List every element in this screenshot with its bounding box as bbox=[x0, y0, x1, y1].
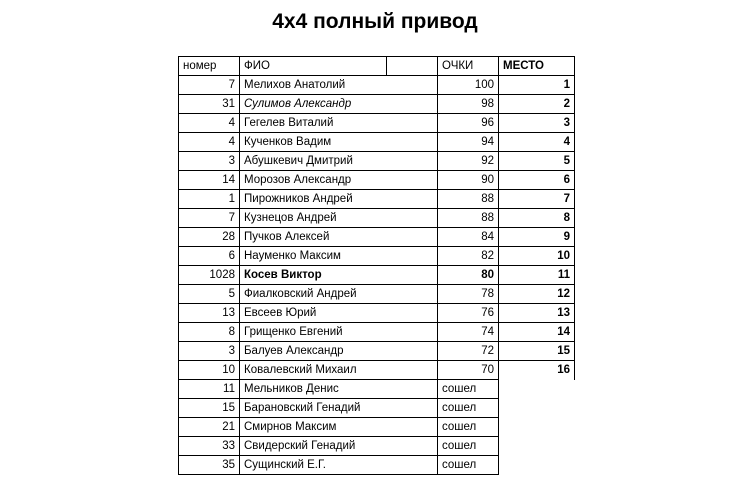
cell-name: Сущинский Е.Г. bbox=[240, 456, 387, 475]
cell-name: Гегелев Виталий bbox=[240, 114, 387, 133]
cell-points: сошел bbox=[438, 380, 499, 399]
table-row bbox=[179, 152, 575, 171]
cell-place: 5 bbox=[499, 152, 575, 171]
cell-place: 12 bbox=[499, 285, 575, 304]
table-row bbox=[179, 323, 575, 342]
cell-place: 2 bbox=[499, 95, 575, 114]
cell-place: 8 bbox=[499, 209, 575, 228]
table-row bbox=[179, 361, 575, 380]
cell-place: 16 bbox=[499, 361, 575, 380]
table-row bbox=[179, 190, 575, 209]
table-row bbox=[179, 380, 575, 399]
cell-name: Балуев Александр bbox=[240, 342, 387, 361]
table-row bbox=[179, 437, 575, 456]
header-name: ФИО bbox=[240, 57, 387, 76]
cell-points: сошел bbox=[438, 456, 499, 475]
cell-place bbox=[499, 437, 575, 456]
cell-gap bbox=[387, 285, 438, 304]
cell-place bbox=[499, 418, 575, 437]
cell-gap bbox=[387, 456, 438, 475]
cell-name: Кученков Вадим bbox=[240, 133, 387, 152]
cell-place: 3 bbox=[499, 114, 575, 133]
cell-points: сошел bbox=[438, 418, 499, 437]
cell-place: 1 bbox=[499, 76, 575, 95]
cell-gap bbox=[387, 171, 438, 190]
cell-name: Свидерский Генадий bbox=[240, 437, 387, 456]
table-header-row bbox=[179, 57, 575, 76]
table-row bbox=[179, 285, 575, 304]
cell-name: Фиалковский Андрей bbox=[240, 285, 387, 304]
cell-number: 1 bbox=[179, 190, 240, 209]
table-row bbox=[179, 76, 575, 95]
cell-gap bbox=[387, 323, 438, 342]
cell-points: 92 bbox=[438, 152, 499, 171]
cell-gap bbox=[387, 228, 438, 247]
cell-place: 9 bbox=[499, 228, 575, 247]
table-row bbox=[179, 133, 575, 152]
cell-number: 35 bbox=[179, 456, 240, 475]
header-points: ОЧКИ bbox=[438, 57, 499, 76]
cell-points: 98 bbox=[438, 95, 499, 114]
cell-place bbox=[499, 399, 575, 418]
cell-gap bbox=[387, 437, 438, 456]
table-row bbox=[179, 247, 575, 266]
cell-gap bbox=[387, 247, 438, 266]
cell-place: 6 bbox=[499, 171, 575, 190]
cell-points: сошел bbox=[438, 399, 499, 418]
page-title: 4x4 полный привод bbox=[272, 10, 478, 33]
cell-gap bbox=[387, 209, 438, 228]
cell-name: Ковалевский Михаил bbox=[240, 361, 387, 380]
cell-name: Барановский Генадий bbox=[240, 399, 387, 418]
cell-gap bbox=[387, 266, 438, 285]
cell-gap bbox=[387, 304, 438, 323]
cell-number: 4 bbox=[179, 133, 240, 152]
table-row bbox=[179, 266, 575, 285]
cell-place: 14 bbox=[499, 323, 575, 342]
cell-points: 84 bbox=[438, 228, 499, 247]
table-row bbox=[179, 209, 575, 228]
cell-name: Смирнов Максим bbox=[240, 418, 387, 437]
cell-gap bbox=[387, 114, 438, 133]
cell-points: 88 bbox=[438, 190, 499, 209]
cell-gap bbox=[387, 380, 438, 399]
cell-number: 14 bbox=[179, 171, 240, 190]
cell-number: 31 bbox=[179, 95, 240, 114]
cell-number: 13 bbox=[179, 304, 240, 323]
cell-number: 11 bbox=[179, 380, 240, 399]
cell-place: 15 bbox=[499, 342, 575, 361]
cell-gap bbox=[387, 190, 438, 209]
cell-points: 96 bbox=[438, 114, 499, 133]
cell-place: 4 bbox=[499, 133, 575, 152]
table-row bbox=[179, 418, 575, 437]
cell-number: 1028 bbox=[179, 266, 240, 285]
cell-points: 94 bbox=[438, 133, 499, 152]
results-table bbox=[178, 56, 575, 475]
cell-name: Грищенко Евгений bbox=[240, 323, 387, 342]
cell-number: 28 bbox=[179, 228, 240, 247]
cell-number: 7 bbox=[179, 209, 240, 228]
cell-number: 3 bbox=[179, 152, 240, 171]
cell-points: сошел bbox=[438, 437, 499, 456]
cell-gap bbox=[387, 418, 438, 437]
cell-gap bbox=[387, 399, 438, 418]
cell-number: 5 bbox=[179, 285, 240, 304]
cell-name: Косев Виктор bbox=[240, 266, 387, 285]
cell-points: 100 bbox=[438, 76, 499, 95]
cell-name: Мельников Денис bbox=[240, 380, 387, 399]
results-table-body bbox=[179, 57, 575, 475]
table-row bbox=[179, 456, 575, 475]
cell-gap bbox=[387, 152, 438, 171]
cell-place: 11 bbox=[499, 266, 575, 285]
cell-place: 10 bbox=[499, 247, 575, 266]
cell-points: 72 bbox=[438, 342, 499, 361]
table-row bbox=[179, 171, 575, 190]
cell-points: 76 bbox=[438, 304, 499, 323]
cell-name: Пирожников Андрей bbox=[240, 190, 387, 209]
table-row bbox=[179, 342, 575, 361]
cell-number: 4 bbox=[179, 114, 240, 133]
table-row bbox=[179, 304, 575, 323]
cell-name: Морозов Александр bbox=[240, 171, 387, 190]
table-row bbox=[179, 228, 575, 247]
cell-gap bbox=[387, 95, 438, 114]
cell-number: 21 bbox=[179, 418, 240, 437]
cell-gap bbox=[387, 361, 438, 380]
cell-gap bbox=[387, 133, 438, 152]
cell-name: Абушкевич Дмитрий bbox=[240, 152, 387, 171]
cell-number: 8 bbox=[179, 323, 240, 342]
header-place: МЕСТО bbox=[499, 57, 575, 76]
table-row bbox=[179, 114, 575, 133]
cell-number: 33 bbox=[179, 437, 240, 456]
cell-gap bbox=[387, 342, 438, 361]
cell-points: 90 bbox=[438, 171, 499, 190]
table-row bbox=[179, 95, 575, 114]
cell-number: 10 bbox=[179, 361, 240, 380]
cell-name: Пучков Алексей bbox=[240, 228, 387, 247]
cell-points: 70 bbox=[438, 361, 499, 380]
cell-points: 82 bbox=[438, 247, 499, 266]
cell-number: 3 bbox=[179, 342, 240, 361]
cell-name: Евсеев Юрий bbox=[240, 304, 387, 323]
header-gap bbox=[387, 57, 438, 76]
cell-name: Кузнецов Андрей bbox=[240, 209, 387, 228]
cell-number: 7 bbox=[179, 76, 240, 95]
header-number: номер bbox=[179, 57, 240, 76]
cell-number: 6 bbox=[179, 247, 240, 266]
cell-name: Сулимов Александр bbox=[240, 95, 387, 114]
cell-gap bbox=[387, 76, 438, 95]
cell-place bbox=[499, 456, 575, 475]
cell-points: 74 bbox=[438, 323, 499, 342]
cell-points: 78 bbox=[438, 285, 499, 304]
cell-name: Мелихов Анатолий bbox=[240, 76, 387, 95]
cell-place: 13 bbox=[499, 304, 575, 323]
cell-number: 15 bbox=[179, 399, 240, 418]
table-row bbox=[179, 399, 575, 418]
cell-points: 80 bbox=[438, 266, 499, 285]
cell-place bbox=[499, 380, 575, 399]
cell-place: 7 bbox=[499, 190, 575, 209]
cell-points: 88 bbox=[438, 209, 499, 228]
cell-name: Науменко Максим bbox=[240, 247, 387, 266]
